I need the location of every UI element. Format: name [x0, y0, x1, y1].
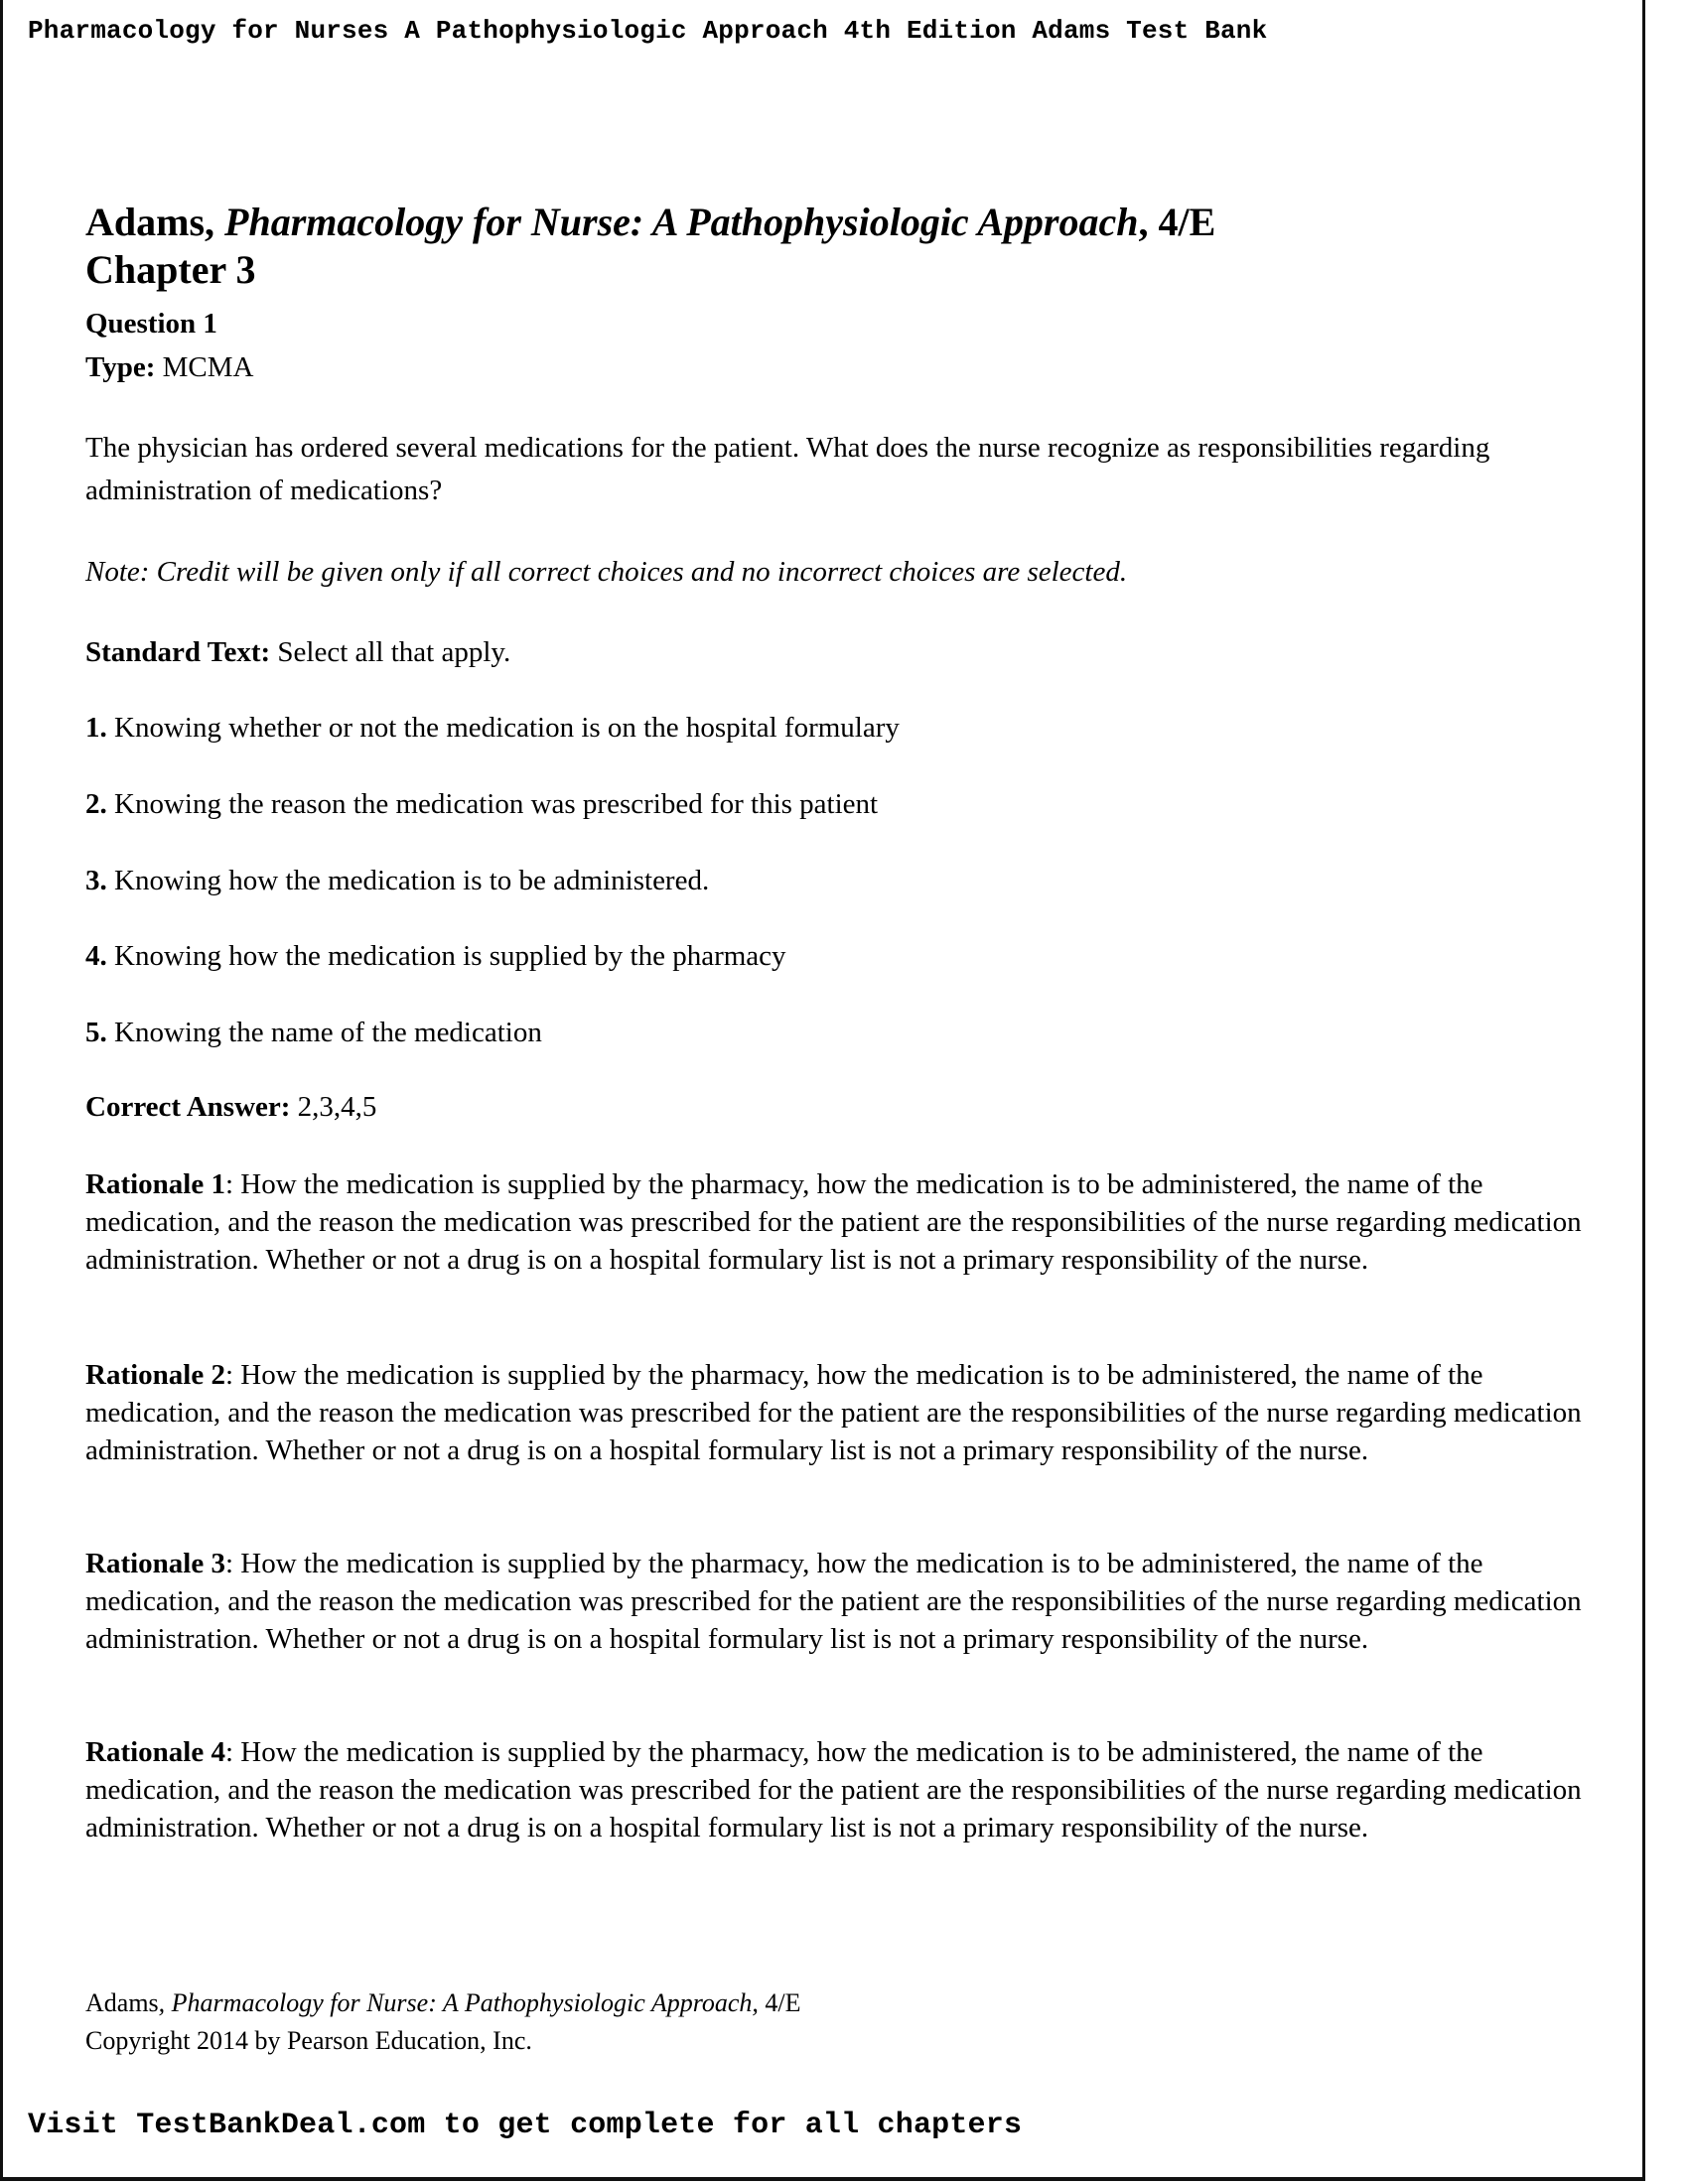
header-banner: Pharmacology for Nurses A Pathophysiologic Approach 4th Edition Adams Test Bank — [28, 16, 1268, 46]
question-stem: The physician has ordered several medications for the patient. What does the nurse recognize as responsibilities regarding administration of medications? — [85, 432, 1490, 506]
correct-answer-value: 2,3,4,5 — [297, 1091, 377, 1123]
chapter-heading: Chapter 3 — [85, 247, 256, 292]
footer-banner: Visit TestBankDeal.com to get complete for all chapters — [28, 2109, 1023, 2142]
rationale-label: Rationale 1 — [85, 1168, 225, 1200]
option-text: Knowing whether or not the medication is on the hospital formulary — [114, 712, 900, 744]
book-title — [85, 199, 1215, 246]
title-edition: , 4/E — [1138, 200, 1216, 244]
citation-edition: 4/E — [758, 1988, 801, 2017]
book-citation — [85, 1984, 801, 2022]
rationale-text: : How the medication is supplied by the pharmacy, how the medication is to be administered, the name of the medication, and the reason the medication was prescribed for the patient are the responsibilities of the nurse regarding medication administration. Whether or not a drug is on a hospital formulary list is not a primary responsibility of the nurse. — [85, 1548, 1582, 1655]
rationale — [85, 1733, 1615, 1846]
citation-book: , Pharmacology for Nurse: A Pathophysiologic Approach, — [158, 1988, 759, 2017]
rationale-text: : How the medication is supplied by the pharmacy, how the medication is to be administered, the name of the medication, and the reason the medication was prescribed for the patient are the responsibilities of the nurse regarding medication administration. Whether or not a drug is on a hospital formulary list is not a primary responsibility of the nurse. — [85, 1736, 1582, 1843]
option-text: Knowing how the medication is to be administered. — [114, 865, 710, 896]
option-text: Knowing the name of the medication — [114, 1017, 542, 1048]
question-type — [85, 348, 253, 386]
copyright-notice: Copyright 2014 by Pearson Education, Inc. — [85, 2026, 532, 2055]
question-note: Note: Credit will be given only if all correct choices and no incorrect choices are selected. — [85, 556, 1128, 588]
rationale — [85, 1545, 1615, 1658]
answer-option[interactable] — [85, 709, 900, 747]
answer-option[interactable] — [85, 785, 878, 823]
answer-option[interactable] — [85, 862, 709, 899]
option-number: 2. — [85, 788, 107, 820]
rationale-label: Rationale 2 — [85, 1359, 225, 1391]
option-number: 4. — [85, 940, 107, 972]
standard-text-value: Select all that apply. — [277, 636, 511, 668]
type-label: Type: — [85, 351, 156, 383]
option-number: 3. — [85, 865, 107, 896]
title-book: Pharmacology for Nurse: A Pathophysiologic Approach — [224, 200, 1139, 244]
option-number: 1. — [85, 712, 107, 744]
citation-author: Adams — [85, 1988, 159, 2017]
correct-answer — [85, 1088, 376, 1126]
option-text: Knowing how the medication is supplied by the pharmacy — [114, 940, 786, 972]
correct-answer-label: Correct Answer: — [85, 1091, 291, 1123]
title-author: Adams, — [85, 200, 215, 244]
option-text: Knowing the reason the medication was prescribed for this patient — [114, 788, 879, 820]
type-value: MCMA — [162, 351, 254, 383]
rationale-label: Rationale 3 — [85, 1548, 225, 1579]
standard-text — [85, 633, 510, 671]
rationale-text: : How the medication is supplied by the pharmacy, how the medication is to be administered, the name of the medication, and the reason the medication was prescribed for the patient are the responsibilities of the nurse regarding medication administration. Whether or not a drug is on a hospital formulary list is not a primary responsibility of the nurse. — [85, 1359, 1582, 1466]
question-label: Question 1 — [85, 308, 217, 340]
answer-option[interactable] — [85, 1014, 542, 1051]
answer-option[interactable] — [85, 937, 786, 975]
rationale-text: : How the medication is supplied by the pharmacy, how the medication is to be administered, the name of the medication, and the reason the medication was prescribed for the patient are the responsibilities of the nurse regarding medication administration. Whether or not a drug is on a hospital formulary list is not a primary responsibility of the nurse. — [85, 1168, 1582, 1276]
rationale-label: Rationale 4 — [85, 1736, 225, 1768]
standard-text-label: Standard Text: — [85, 636, 271, 668]
rationale — [85, 1356, 1615, 1469]
option-number: 5. — [85, 1017, 107, 1048]
rationale — [85, 1165, 1615, 1279]
